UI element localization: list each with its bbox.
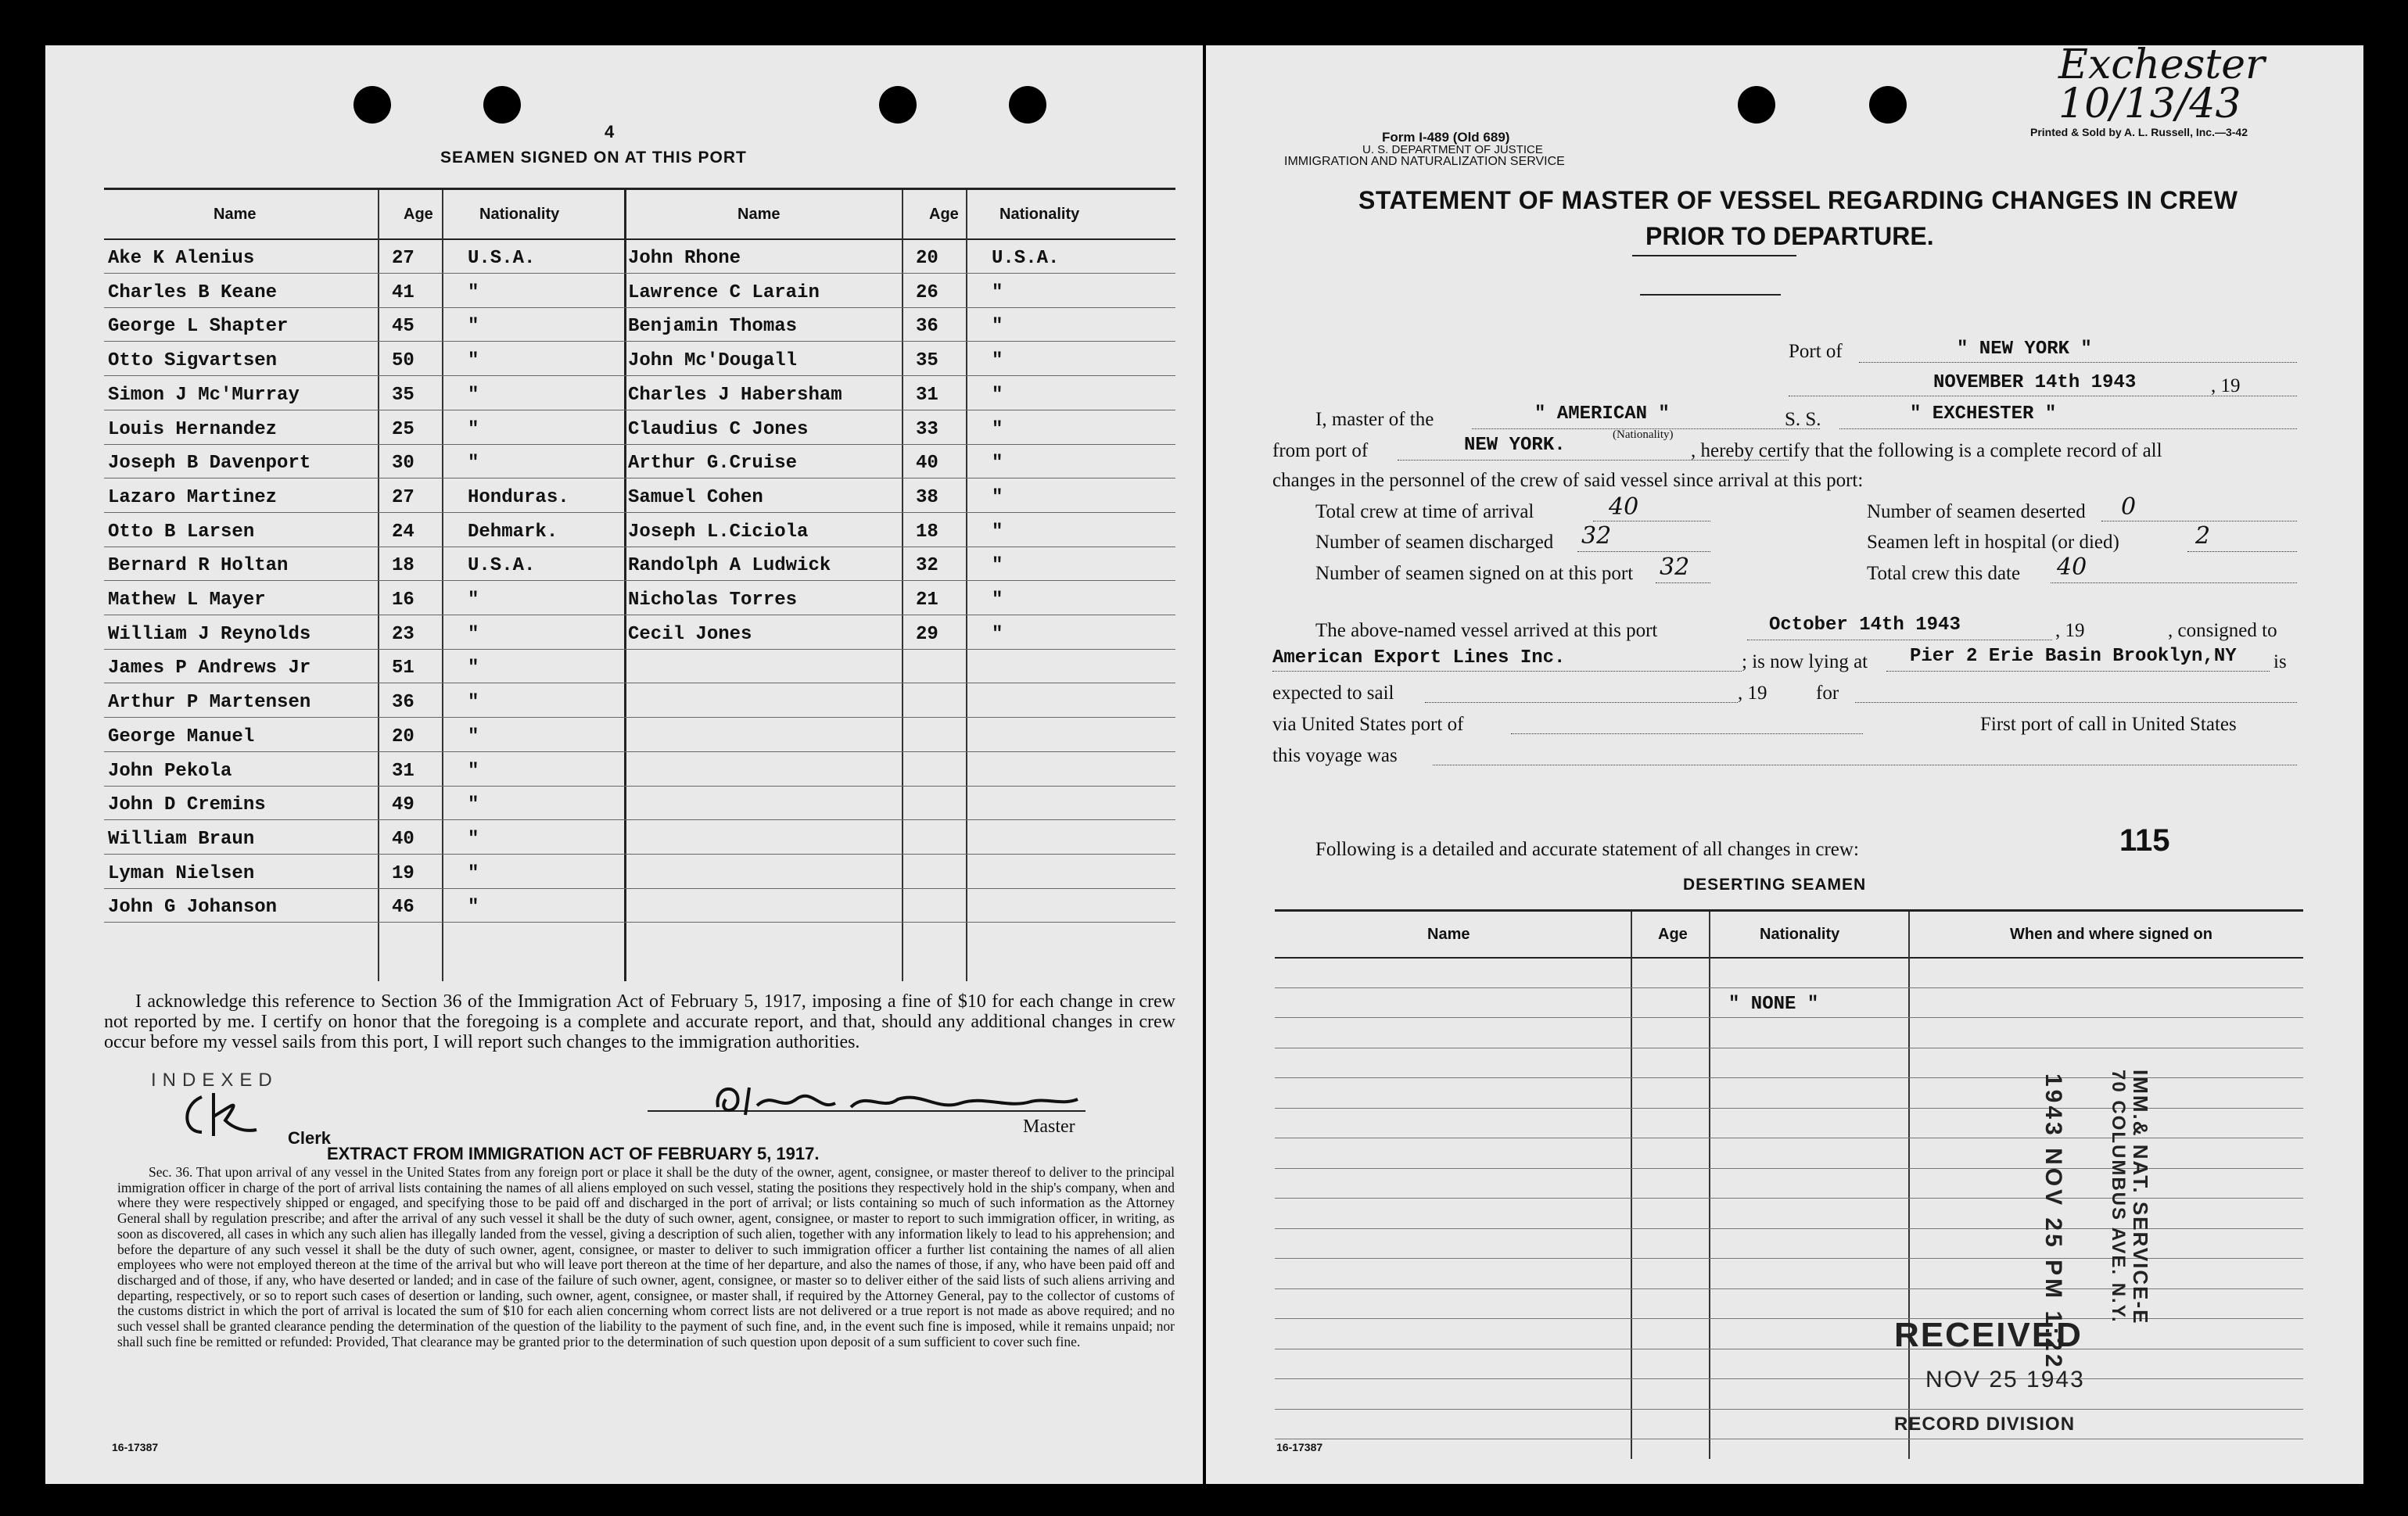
ship-name-value: " EXCHESTER " bbox=[1910, 403, 2057, 425]
department: U. S. DEPARTMENT OF JUSTICE bbox=[1362, 143, 1543, 156]
crew-nationality: U.S.A. bbox=[468, 248, 536, 269]
table-row bbox=[104, 785, 624, 820]
service-stamp-line1: IMM.& NAT. SERVICE-E bbox=[2129, 1070, 2152, 1325]
discharged-value: 32 bbox=[1581, 522, 1612, 550]
crew-nationality: " bbox=[468, 418, 479, 440]
crew-name: Joseph B Davenport bbox=[108, 453, 311, 475]
nationality-value: " AMERICAN " bbox=[1534, 403, 1670, 425]
table-row bbox=[624, 238, 1175, 274]
crew-nationality: " bbox=[468, 281, 479, 303]
deserted-value: 0 bbox=[2121, 493, 2137, 521]
crew-name: Samuel Cohen bbox=[628, 486, 763, 508]
date-value: NOVEMBER 14th 1943 bbox=[1933, 372, 2137, 393]
crew-nationality: " bbox=[992, 623, 1003, 645]
crew-age: 31 bbox=[916, 384, 938, 406]
punch-hole bbox=[1869, 86, 1907, 124]
table-row bbox=[104, 580, 624, 615]
crew-name: Ake K Alenius bbox=[108, 248, 255, 269]
crew-name: William J Reynolds bbox=[108, 623, 311, 645]
total-date-value: 40 bbox=[2057, 554, 2087, 581]
punch-hole bbox=[879, 86, 917, 124]
right-page bbox=[1206, 41, 2363, 1484]
arrived-label: The above-named vessel arrived at this port bbox=[1315, 620, 1658, 641]
printer-credit: Printed & Sold by A. L. Russell, Inc.—3-42 bbox=[2030, 126, 2248, 138]
crew-name: Otto B Larsen bbox=[108, 521, 255, 543]
signed-on-label: Number of seamen signed on at this port bbox=[1315, 563, 1634, 584]
lying-label: ; is now lying at bbox=[1742, 651, 1868, 672]
table-row bbox=[624, 615, 1175, 650]
changes-text: changes in the personnel of the crew of said vessel since arrival at this port: bbox=[1272, 470, 1864, 491]
for-label: for bbox=[1816, 683, 1839, 704]
crew-nationality: " bbox=[468, 316, 479, 338]
table-row bbox=[624, 410, 1175, 445]
crew-age: 46 bbox=[392, 897, 414, 919]
table-row bbox=[624, 580, 1175, 615]
crew-age: 36 bbox=[916, 316, 938, 338]
crew-nationality: " bbox=[468, 590, 479, 611]
punch-hole bbox=[483, 86, 521, 124]
clerk-initials-signature bbox=[178, 1089, 264, 1144]
extract-title: EXTRACT FROM IMMIGRATION ACT OF FEBRUARY 5, 1917. bbox=[327, 1144, 820, 1163]
table-header bbox=[104, 190, 1175, 240]
col-name: Name bbox=[214, 206, 257, 223]
table-row bbox=[624, 717, 1175, 752]
expected-year: , 19 bbox=[1738, 683, 1767, 704]
table-row bbox=[624, 443, 1175, 478]
crew-nationality: " bbox=[992, 521, 1003, 543]
crew-nationality: " bbox=[468, 828, 479, 850]
crew-age: 19 bbox=[392, 862, 414, 884]
crew-age: 45 bbox=[392, 316, 414, 338]
crew-age: 26 bbox=[916, 281, 938, 303]
table-row bbox=[104, 443, 624, 478]
crew-nationality: " bbox=[992, 316, 1003, 338]
timestamp-stamp: 1943 NOV 25 PM 1:22 bbox=[2040, 1073, 2066, 1371]
hospital-value: 2 bbox=[2195, 522, 2211, 550]
table-row bbox=[624, 683, 1175, 718]
total-arrival-value: 40 bbox=[1609, 493, 1639, 521]
crew-name: Otto Sigvartsen bbox=[108, 350, 278, 372]
col-name: Name bbox=[1427, 926, 1470, 943]
table-row bbox=[104, 615, 624, 650]
left-page bbox=[45, 45, 1203, 1484]
crew-name: Arthur G.Cruise bbox=[628, 453, 798, 475]
year-prefix: , 19 bbox=[2211, 375, 2241, 396]
crew-name: Charles B Keane bbox=[108, 281, 278, 303]
crew-name: Randolph A Ludwick bbox=[628, 555, 831, 577]
crew-name: James P Andrews Jr bbox=[108, 658, 311, 679]
total-date-label: Total crew this date bbox=[1867, 563, 2021, 584]
crew-age: 31 bbox=[392, 760, 414, 782]
col-age: Age bbox=[1658, 926, 1688, 943]
col-nationality: Nationality bbox=[1760, 926, 1840, 943]
crew-age: 25 bbox=[392, 418, 414, 440]
table-row bbox=[624, 273, 1175, 308]
port-value: " NEW YORK " bbox=[1957, 339, 2092, 360]
crew-age: 38 bbox=[916, 486, 938, 508]
acknowledgement-text: I acknowledge this reference to Section 36 of the Immigration Act of February 5, 1917, imposing a fine of $10 for each change in crew not reported by me. I certify on honor that the foregoing is a complete and accurate report, and that, should any additional changes in crew occur before my vessel sails from this port, I will report such changes to the immigration authorities. bbox=[104, 991, 1175, 1052]
crew-age: 35 bbox=[392, 384, 414, 406]
certify-text: , hereby certify that the following is a complete record of all bbox=[1691, 440, 2162, 461]
table-row bbox=[624, 546, 1175, 581]
crew-age: 20 bbox=[392, 726, 414, 747]
table-row bbox=[104, 478, 624, 513]
table-row bbox=[104, 887, 624, 923]
seamen-signed-on-table bbox=[104, 188, 1175, 981]
crew-nationality: " bbox=[468, 692, 479, 714]
crew-nationality: U.S.A. bbox=[992, 248, 1060, 269]
crew-name: Cecil Jones bbox=[628, 623, 752, 645]
table-row bbox=[104, 306, 624, 342]
crew-age: 40 bbox=[916, 453, 938, 475]
crew-name: John G Johanson bbox=[108, 897, 278, 919]
crew-age: 33 bbox=[916, 418, 938, 440]
deserted-label: Number of seamen deserted bbox=[1867, 501, 2086, 522]
table-row bbox=[1275, 987, 2303, 988]
record-division: RECORD DIVISION bbox=[1894, 1414, 2076, 1435]
first-port-label: First port of call in United States bbox=[1980, 714, 2237, 735]
crew-name: Louis Hernandez bbox=[108, 418, 278, 440]
crew-nationality: " bbox=[468, 350, 479, 372]
table-row bbox=[104, 819, 624, 855]
consigned-label: , consigned to bbox=[2168, 620, 2277, 641]
section-title: SEAMEN SIGNED ON AT THIS PORT bbox=[440, 149, 747, 167]
crew-name: Charles J Habersham bbox=[628, 384, 842, 406]
crew-name: Lazaro Martinez bbox=[108, 486, 278, 508]
form-title-line1: STATEMENT OF MASTER OF VESSEL REGARDING CHANGES IN CREW bbox=[1358, 186, 2238, 214]
total-arrival-label: Total crew at time of arrival bbox=[1315, 501, 1534, 522]
crew-nationality: " bbox=[468, 453, 479, 475]
crew-age: 23 bbox=[392, 623, 414, 645]
table-row bbox=[624, 341, 1175, 376]
master-signature bbox=[702, 1076, 1086, 1123]
crew-name: Arthur P Martensen bbox=[108, 692, 311, 714]
crew-age: 24 bbox=[392, 521, 414, 543]
arrived-value: October 14th 1943 bbox=[1769, 615, 1961, 636]
crew-nationality: " bbox=[992, 350, 1003, 372]
form-code: 16-17387 bbox=[112, 1441, 159, 1453]
table-row bbox=[624, 306, 1175, 342]
crew-name: Benjamin Thomas bbox=[628, 316, 798, 338]
port-of-label: Port of bbox=[1789, 341, 1843, 362]
crew-age: 27 bbox=[392, 248, 414, 269]
title-underline bbox=[1632, 255, 1796, 256]
crew-age: 27 bbox=[392, 486, 414, 508]
table-row bbox=[624, 819, 1175, 855]
crew-nationality: " bbox=[992, 486, 1003, 508]
crew-nationality: Dehmark. bbox=[468, 521, 558, 543]
nationality-caption: (Nationality) bbox=[1613, 428, 1674, 441]
crew-nationality: " bbox=[468, 897, 479, 919]
table-row bbox=[624, 785, 1175, 820]
table-row bbox=[104, 546, 624, 581]
clerk-label: Clerk bbox=[288, 1128, 332, 1148]
crew-name: John Pekola bbox=[108, 760, 232, 782]
master-label: Master bbox=[1023, 1116, 1075, 1137]
crew-age: 18 bbox=[916, 521, 938, 543]
arrived-year: , 19 bbox=[2055, 620, 2085, 641]
from-port-value: NEW YORK. bbox=[1464, 435, 1566, 456]
crew-name: Lyman Nielsen bbox=[108, 862, 255, 884]
crew-age: 30 bbox=[392, 453, 414, 475]
ss-label: S. S. bbox=[1785, 409, 1821, 430]
table-row bbox=[104, 341, 624, 376]
table-row bbox=[1275, 1409, 2303, 1410]
table-row bbox=[624, 512, 1175, 547]
form-title-line2: PRIOR TO DEPARTURE. bbox=[1645, 222, 1934, 250]
crew-nationality: " bbox=[468, 760, 479, 782]
crew-age: 21 bbox=[916, 590, 938, 611]
col-nationality: Nationality bbox=[479, 206, 560, 223]
crew-nationality: " bbox=[992, 555, 1003, 577]
table-row bbox=[104, 273, 624, 308]
hospital-label: Seamen left in hospital (or died) bbox=[1867, 532, 2119, 553]
crew-age: 51 bbox=[392, 658, 414, 679]
crew-nationality: " bbox=[468, 384, 479, 406]
none-entry: " NONE " bbox=[1728, 994, 1819, 1015]
crew-nationality: " bbox=[468, 794, 479, 816]
service-stamp-line2: 70 COLUMBUS AVE. N.Y. bbox=[2108, 1070, 2129, 1324]
col-nationality: Nationality bbox=[999, 206, 1080, 223]
table-row bbox=[104, 238, 624, 274]
discharged-label: Number of seamen discharged bbox=[1315, 532, 1554, 553]
table-row bbox=[104, 683, 624, 718]
table-row bbox=[624, 854, 1175, 889]
crew-name: William Braun bbox=[108, 828, 255, 850]
table-row bbox=[1275, 1378, 2303, 1379]
crew-age: 32 bbox=[916, 555, 938, 577]
table-row bbox=[624, 478, 1175, 513]
service-name: IMMIGRATION AND NATURALIZATION SERVICE bbox=[1284, 155, 1565, 168]
crew-age: 20 bbox=[916, 248, 938, 269]
received-stamp: RECEIVED bbox=[1894, 1316, 2083, 1354]
from-port-label: from port of bbox=[1272, 440, 1369, 461]
via-label: via United States port of bbox=[1272, 714, 1464, 735]
table-row bbox=[624, 751, 1175, 787]
table-row bbox=[104, 648, 624, 683]
crew-name: John Rhone bbox=[628, 248, 741, 269]
crew-name: Simon J Mc'Murray bbox=[108, 384, 300, 406]
punch-hole bbox=[1738, 86, 1775, 124]
separator-rule bbox=[1640, 294, 1781, 296]
crew-name: Lawrence C Larain bbox=[628, 281, 820, 303]
crew-age: 35 bbox=[916, 350, 938, 372]
is-label: is bbox=[2273, 651, 2287, 672]
table-row bbox=[624, 648, 1175, 683]
crew-nationality: " bbox=[468, 623, 479, 645]
crew-age: 49 bbox=[392, 794, 414, 816]
table-row bbox=[104, 854, 624, 889]
page-number: 115 bbox=[2119, 823, 2170, 858]
table-row bbox=[624, 887, 1175, 923]
voyage-label: this voyage was bbox=[1272, 745, 1398, 766]
crew-name: Claudius C Jones bbox=[628, 418, 809, 440]
lying-value: Pier 2 Erie Basin Brooklyn,NY bbox=[1910, 646, 2237, 667]
following-label: Following is a detailed and accurate statement of all changes in crew: bbox=[1315, 839, 1859, 860]
crew-name: Bernard R Holtan bbox=[108, 555, 289, 577]
crew-name: John Mc'Dougall bbox=[628, 350, 798, 372]
deserting-title: DESERTING SEAMEN bbox=[1683, 876, 1867, 894]
table-row bbox=[104, 375, 624, 410]
crew-age: 16 bbox=[392, 590, 414, 611]
crew-nationality: " bbox=[992, 384, 1003, 406]
crew-name: Joseph L.Ciciola bbox=[628, 521, 809, 543]
crew-name: Mathew L Mayer bbox=[108, 590, 266, 611]
master-of-label: I, master of the bbox=[1315, 409, 1434, 430]
crew-nationality: Honduras. bbox=[468, 486, 569, 508]
indexed-stamp: INDEXED bbox=[151, 1070, 278, 1091]
received-date: NOV 25 1943 bbox=[1925, 1367, 2085, 1392]
crew-nationality: " bbox=[992, 418, 1003, 440]
crew-nationality: " bbox=[468, 658, 479, 679]
extract-text: Sec. 36. That upon arrival of any vessel in the United States from any foreign port or place it shall be the duty of the owner, agent, consignee, or master thereof to deliver to the principal immigration officer in charge of the port of arrival lists containing the names of all aliens employed on such vessel, stating the positions they respectively hold in the ship's company, when and where they were respectively shipped or engaged, and specifying those to be paid off and discharged in the port of arrival; or lists containing so much of such information as the Attorney General shall by regulation prescribe; and after the arrival of any such vessel it shall be the duty of such owner, agent, consignee, or master to report to such immigration officer, in writing, as soon as discovered, all cases in which any such alien has illegally landed from the vessel, giving a description of such alien, together with any information likely to lead to his apprehension; and before the departure of any such vessel it shall be the duty of such owner, agent, consignee, or master to deliver to such immigration officer a further list containing the names of all alien employees who were not employed thereon at the time of the arrival but who will leave port thereon at the time of her departure, and also the names of those, if any, who have been paid off and discharged and of those, if any, who have deserted or landed; and in case of the failure of such owner, agent, consignee, or master so to deliver either of the said lists of such aliens arriving and departing, respectively, or so to report such cases of desertion or landing, such owner, agent, consignee, or master shall, if required by the Attorney General, pay to the collector of customs of the customs district in which the port of arrival is located the sum of $10 for each alien concerning whom correct lists are not delivered or a true report is not made as above required; and no such vessel shall be granted clearance pending the determination of the question of the liability to the payment of such fine, and, in the event such fine is imposed, while it remains unpaid; nor shall such fine be remitted or refunded: Provided, That clearance may be granted prior to the determination of such question upon deposit of a sum sufficient to cover such fine. bbox=[117, 1164, 1175, 1349]
table-row bbox=[624, 375, 1175, 410]
crew-name: Nicholas Torres bbox=[628, 590, 798, 611]
crew-name: George L Shapter bbox=[108, 316, 289, 338]
table-row bbox=[1275, 1017, 2303, 1018]
crew-name: George Manuel bbox=[108, 726, 255, 747]
crew-nationality: " bbox=[468, 726, 479, 747]
table-row bbox=[104, 410, 624, 445]
crew-name: John D Cremins bbox=[108, 794, 266, 816]
crew-age: 18 bbox=[392, 555, 414, 577]
crew-age: 50 bbox=[392, 350, 414, 372]
crew-age: 29 bbox=[916, 623, 938, 645]
handwritten-note: Exchester 10/13/43 bbox=[2058, 41, 2265, 127]
col-when-where: When and where signed on bbox=[2010, 926, 2212, 943]
expected-label: expected to sail bbox=[1272, 683, 1394, 704]
crew-age: 40 bbox=[392, 828, 414, 850]
crew-age: 36 bbox=[392, 692, 414, 714]
table-row bbox=[104, 512, 624, 547]
page-number: 4 bbox=[605, 122, 615, 142]
form-number: Form I-489 (Old 689) bbox=[1382, 130, 1510, 145]
crew-age: 41 bbox=[392, 281, 414, 303]
punch-hole bbox=[1009, 86, 1046, 124]
crew-nationality: " bbox=[992, 590, 1003, 611]
form-code: 16-17387 bbox=[1276, 1441, 1323, 1453]
col-age: Age bbox=[929, 206, 959, 223]
col-age: Age bbox=[404, 206, 433, 223]
crew-nationality: " bbox=[468, 862, 479, 884]
crew-nationality: U.S.A. bbox=[468, 555, 536, 577]
crew-nationality: " bbox=[992, 281, 1003, 303]
consignee-value: American Export Lines Inc. bbox=[1272, 647, 1566, 668]
col-name: Name bbox=[737, 206, 781, 223]
punch-hole bbox=[353, 86, 391, 124]
crew-nationality: " bbox=[992, 453, 1003, 475]
table-header bbox=[1275, 912, 2303, 959]
table-row bbox=[104, 751, 624, 787]
table-row bbox=[104, 717, 624, 752]
signed-on-value: 32 bbox=[1660, 554, 1690, 581]
